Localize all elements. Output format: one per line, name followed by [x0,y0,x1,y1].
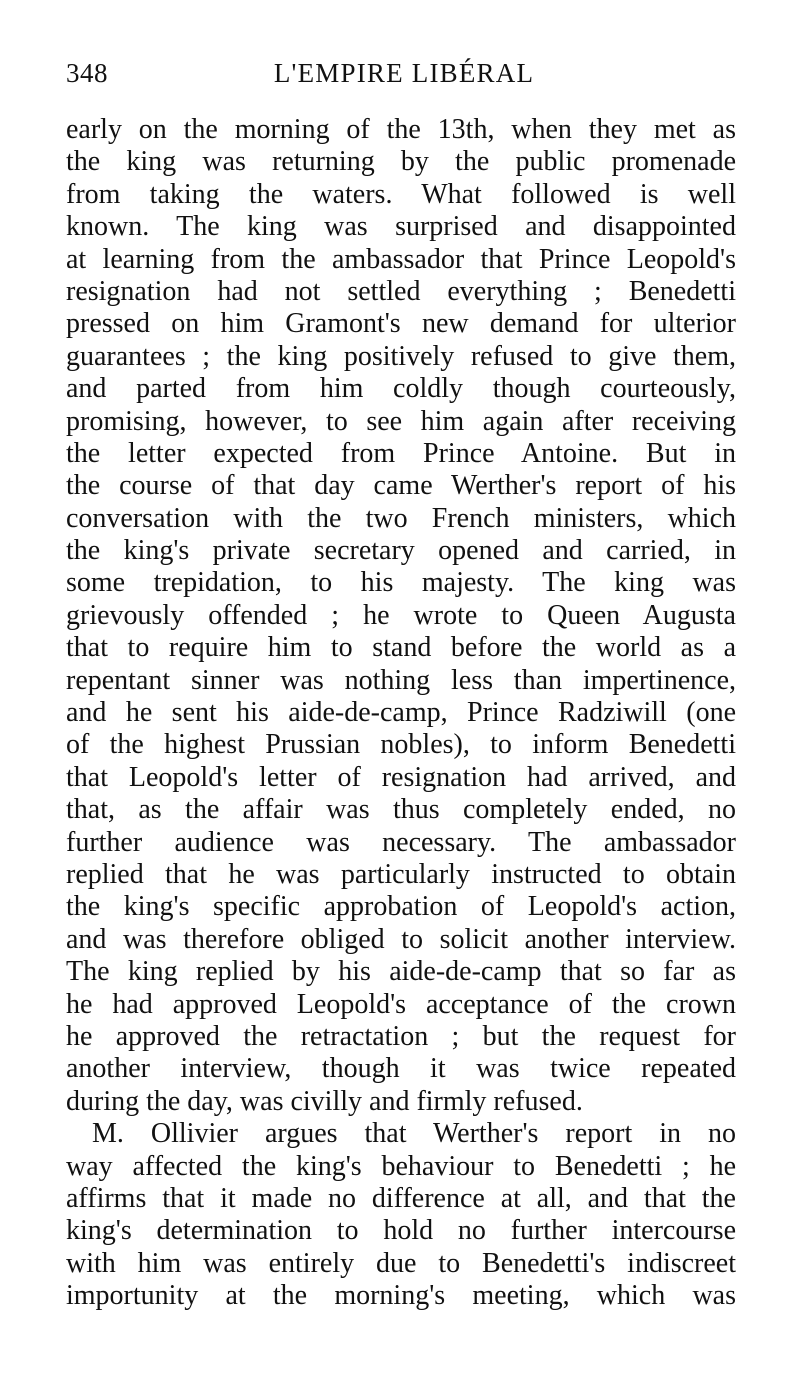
text-line: grievously offended ; he wrote to Queen Augusta [66,599,736,631]
text-line: resignation had not settled everything ; Benedetti [66,275,736,307]
text-line: from taking the waters. What followed is well [66,178,736,210]
text-line: during the day, was civilly and firmly refused. [66,1085,583,1117]
text-line: importunity at the morning's meeting, which was [66,1280,736,1312]
text-line: that to require him to stand before the world as a [66,632,736,664]
text-line: and he sent his aide-de-camp, Prince Radziwill (one [66,697,736,729]
text-line: repentant sinner was nothing less than impertinence, [66,664,736,696]
text-line: and parted from him coldly though courteously, [66,373,736,405]
text-line: replied that he was particularly instructed to obtain [66,858,736,890]
text-line: pressed on him Gramont's new demand for ulterior [66,308,736,340]
text-line: another interview, though it was twice repeated [66,1053,736,1085]
text-line: promising, however, to see him again after receiving [66,405,736,437]
text-line: the letter expected from Prince Antoine. But in [66,437,736,469]
body-text [66,114,736,1312]
text-line: some trepidation, to his majesty. The king was [66,567,736,599]
paragraph [66,114,736,1118]
text-line: king's determination to hold no further intercourse [66,1215,736,1247]
text-line: guarantees ; the king positively refused to give them, [66,340,736,372]
text-line: known. The king was surprised and disappointed [66,211,736,243]
text-line: that Leopold's letter of resignation had arrived, and [66,761,736,793]
text-line: affirms that it made no difference at all, and that the [66,1182,736,1214]
text-line: he had approved Leopold's acceptance of the crown [66,988,736,1020]
paragraph [66,1118,736,1312]
text-line: the king's private secretary opened and carried, in [66,535,736,567]
text-line: and was therefore obliged to solicit another interview. [66,923,736,955]
text-line: conversation with the two French ministers, which [66,502,736,534]
text-line: he approved the retractation ; but the request for [66,1020,736,1052]
text-line: at learning from the ambassador that Prince Leopold's [66,243,736,275]
text-line: of the highest Prussian nobles), to inform Benedetti [66,729,736,761]
text-line: that, as the affair was thus completely ended, no [66,794,736,826]
text-line: further audience was necessary. The ambassador [66,826,736,858]
page-number: 348 [66,58,108,88]
text-line: early on the morning of the 13th, when they met as [66,114,736,145]
text-line: with him was entirely due to Benedetti's indiscreet [66,1247,736,1279]
text-line: the course of that day came Werther's report of his [66,470,736,502]
text-line: the king's specific approbation of Leopold's action, [66,891,736,923]
text-line: way affected the king's behaviour to Benedetti ; he [66,1150,736,1182]
text-line: M. Ollivier argues that Werther's report in no [92,1118,736,1150]
running-head [66,58,736,98]
running-title: L'EMPIRE LIBÉRAL [273,58,535,88]
text-line: the king was returning by the public promenade [66,146,736,178]
text-line: The king replied by his aide-de-camp that so far as [66,956,736,988]
